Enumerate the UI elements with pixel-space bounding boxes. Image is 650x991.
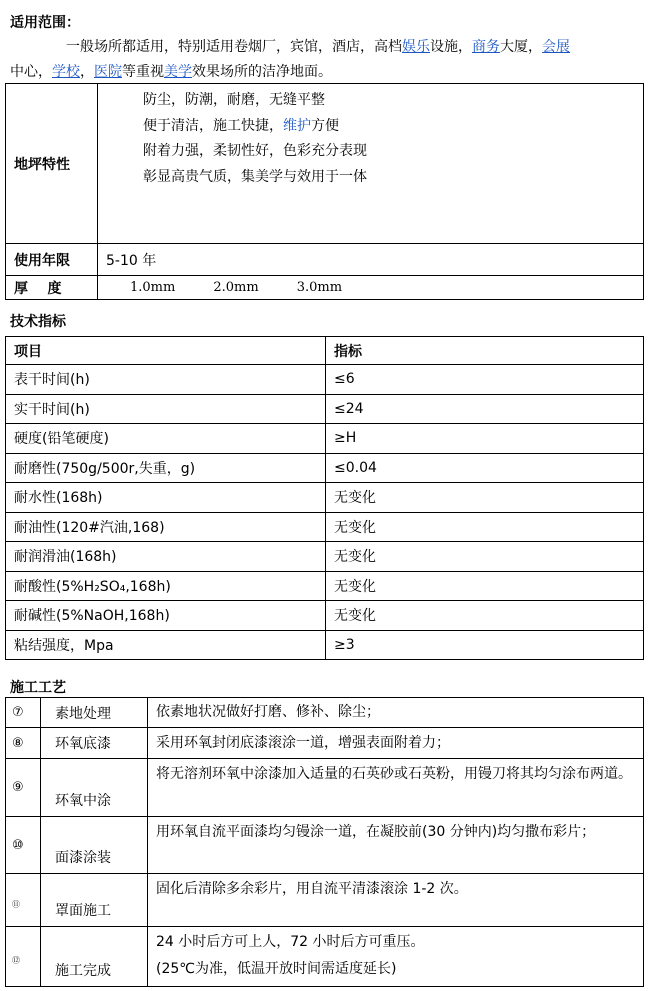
thickness-value: 2.0mm bbox=[213, 280, 259, 295]
tech-item: 耐油性(120#汽油,168) bbox=[6, 512, 326, 542]
years-value: 5-10 年 bbox=[98, 244, 644, 276]
tech-item: 硬度(铅笔硬度) bbox=[6, 424, 326, 454]
thickness-value: 3.0mm bbox=[296, 280, 343, 295]
step-name: 罩面施工 bbox=[41, 874, 148, 927]
step-description bbox=[148, 728, 644, 759]
tech-title: 技术指标 bbox=[10, 314, 66, 330]
process-title: 施工工艺 bbox=[10, 680, 66, 696]
thickness-value: 1.0mm bbox=[130, 280, 176, 295]
tech-item: 表干时间(h) bbox=[6, 365, 326, 395]
step-description bbox=[148, 817, 644, 874]
table-row bbox=[6, 571, 644, 601]
step-name: 环氧中涂 bbox=[41, 759, 148, 817]
tech-item: 耐碱性(5%NaOH,168h) bbox=[6, 601, 326, 631]
table-row bbox=[6, 512, 644, 542]
table-row bbox=[6, 424, 644, 454]
link-business[interactable]: 商务 bbox=[472, 39, 500, 55]
link-aesthetics[interactable]: 美学 bbox=[164, 64, 192, 80]
process-row bbox=[6, 759, 644, 817]
link-hospital[interactable]: 医院 bbox=[94, 64, 122, 80]
table-row bbox=[6, 394, 644, 424]
scope-text: 等重视 bbox=[122, 64, 164, 80]
process-row bbox=[6, 698, 644, 728]
thickness-values bbox=[98, 276, 644, 300]
table-row bbox=[6, 453, 644, 483]
scope-text: 效果场所的洁净地面。 bbox=[192, 64, 332, 80]
step-desc-line: 将无溶剂环氧中涂漆加入适量的石英砂或石英粉，用镘刀将其均匀涂布两道。 bbox=[156, 766, 632, 782]
feature-item: 便于清洁，施工快捷，维护方便 bbox=[143, 117, 339, 134]
table-row bbox=[6, 483, 644, 513]
scope-text: 一般场所都适用，特别适用卷烟厂，宾馆，酒店，高档 bbox=[66, 39, 402, 55]
tech-value: ≥3 bbox=[326, 630, 644, 660]
step-desc-line: 24 小时后方可上人，72 小时后方可重压。 bbox=[156, 934, 425, 950]
step-desc-line: 依素地状况做好打磨、修补、除尘； bbox=[156, 704, 380, 720]
thickness-label: 厚 度 bbox=[6, 276, 98, 300]
link-entertainment[interactable]: 娱乐 bbox=[402, 39, 430, 55]
link-school[interactable]: 学校 bbox=[52, 64, 80, 80]
tech-value: 无变化 bbox=[326, 601, 644, 631]
col-item-header: 项目 bbox=[6, 337, 326, 365]
tech-item: 实干时间(h) bbox=[6, 394, 326, 424]
scope-text: 大厦， bbox=[500, 39, 542, 55]
scope-text: ， bbox=[80, 64, 94, 80]
step-name: 施工完成 bbox=[41, 927, 148, 987]
table-row bbox=[6, 630, 644, 660]
scope-title: 适用范围： bbox=[10, 15, 80, 31]
step-desc-line: 用环氧自流平面漆均匀镘涂一道，在凝胶前(30 分钟内)均匀撒布彩片； bbox=[156, 824, 596, 840]
step-number: ⑩ bbox=[6, 817, 41, 874]
step-desc-line: (25℃为准，低温开放时间需适度延长) bbox=[156, 961, 397, 977]
tech-value: ≥H bbox=[326, 424, 644, 454]
tech-item: 粘结强度，Mpa bbox=[6, 630, 326, 660]
tech-item: 耐酸性(5%H₂SO₄,168h) bbox=[6, 571, 326, 601]
years-label: 使用年限 bbox=[6, 244, 98, 276]
features-table bbox=[5, 83, 644, 300]
feature-item: 彰显高贵气质，集美学与效用于一体 bbox=[143, 168, 367, 185]
feature-item: 附着力强，柔韧性好，色彩充分表现 bbox=[143, 143, 367, 159]
tech-value: 无变化 bbox=[326, 483, 644, 513]
tech-value: 无变化 bbox=[326, 542, 644, 572]
tech-value: 无变化 bbox=[326, 512, 644, 542]
step-name: 面漆涂装 bbox=[41, 817, 148, 874]
step-number: ⑨ bbox=[6, 759, 41, 817]
tech-value: ≤6 bbox=[326, 365, 644, 395]
features-list bbox=[98, 84, 644, 244]
step-description bbox=[148, 874, 644, 927]
step-number: ⑪ bbox=[6, 874, 41, 927]
process-row bbox=[6, 927, 644, 987]
step-desc-line: 固化后清除多余彩片，用自流平清漆滚涂 1-2 次。 bbox=[156, 881, 468, 897]
col-index-header: 指标 bbox=[326, 337, 644, 365]
table-row bbox=[6, 542, 644, 572]
step-description bbox=[148, 759, 644, 817]
step-name: 环氧底漆 bbox=[41, 728, 148, 759]
scope-text: 中心， bbox=[10, 64, 52, 80]
tech-item: 耐润滑油(168h) bbox=[6, 542, 326, 572]
table-row bbox=[6, 601, 644, 631]
tech-value: ≤0.04 bbox=[326, 453, 644, 483]
process-row bbox=[6, 874, 644, 927]
tech-item: 耐磨性(750g/500r,失重，g) bbox=[6, 453, 326, 483]
tech-item: 耐水性(168h) bbox=[6, 483, 326, 513]
step-number: ⑦ bbox=[6, 698, 41, 728]
feature-item: 防尘，防潮，耐磨，无缝平整 bbox=[143, 92, 325, 108]
link-maintenance[interactable]: 维护 bbox=[283, 117, 311, 134]
table-row bbox=[6, 365, 644, 395]
features-label: 地坪特性 bbox=[6, 84, 98, 244]
tech-table bbox=[5, 336, 644, 660]
process-row bbox=[6, 817, 644, 874]
step-description bbox=[148, 927, 644, 987]
process-table bbox=[5, 697, 644, 987]
process-row bbox=[6, 728, 644, 759]
link-exhibition[interactable]: 会展 bbox=[542, 39, 570, 55]
step-desc-line: 采用环氧封闭底漆滚涂一道，增强表面附着力； bbox=[156, 734, 450, 751]
tech-value: 无变化 bbox=[326, 571, 644, 601]
tech-value: ≤24 bbox=[326, 394, 644, 424]
step-number: ⑧ bbox=[6, 728, 41, 759]
step-description bbox=[148, 698, 644, 728]
scope-paragraph bbox=[10, 35, 640, 85]
step-number: ⑫ bbox=[6, 927, 41, 987]
scope-text: 设施， bbox=[430, 39, 472, 55]
step-name: 素地处理 bbox=[41, 698, 148, 728]
